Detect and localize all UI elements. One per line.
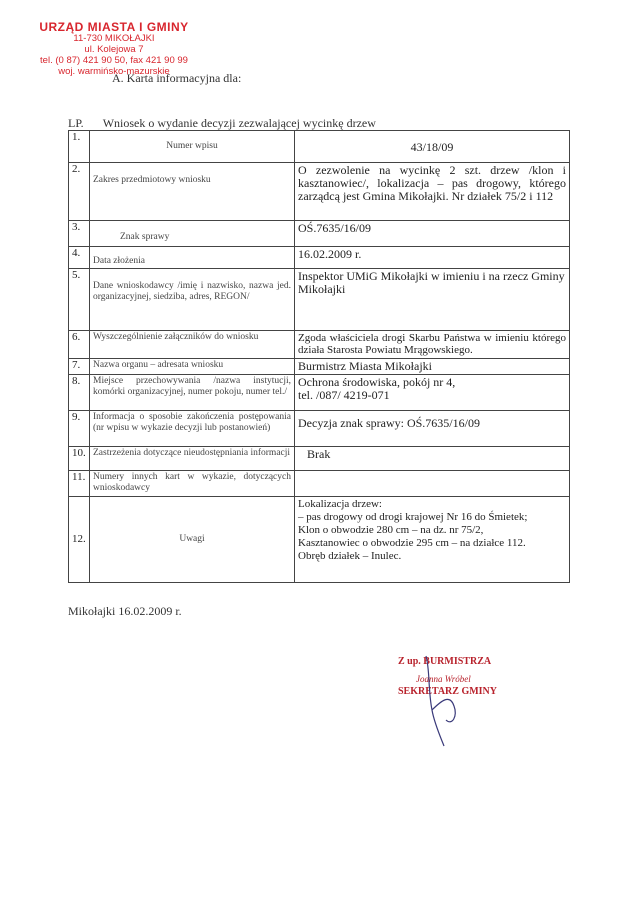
value-line: – pas drogowy od drogi krajowej Nr 16 do Śmietek; (298, 511, 528, 523)
info-card-table (68, 130, 570, 583)
table-row (69, 163, 570, 221)
office-stamp (14, 22, 214, 77)
value-line: Klon o obwodzie 280 cm – na dz. nr 75/2, (298, 524, 484, 536)
row-label: Dane wnioskodawcy /imię i nazwisko, nazwa jed. organizacyjnej, siedziba, adres, REGON/ (90, 269, 295, 331)
table-row (69, 375, 570, 411)
lp-column-header: LP. (68, 116, 84, 130)
handwritten-signature-icon (388, 650, 528, 750)
row-number: 7. (69, 359, 90, 375)
row-value: 16.02.2009 r. (295, 247, 570, 269)
stamp-office-name: URZĄD MIASTA I GMINY (39, 20, 189, 34)
value-line: Ochrona środowiska, pokój nr 4, (298, 375, 456, 389)
value-line: Lokalizacja drzew: (298, 498, 382, 510)
row-label: Data złożenia (90, 247, 295, 269)
row-number: 5. (69, 269, 90, 331)
table-row (69, 411, 570, 447)
row-number: 8. (69, 375, 90, 411)
row-number: 1. (69, 131, 90, 163)
row-value-multiline (295, 375, 570, 411)
table-row (69, 471, 570, 497)
row-label: Zakres przedmiotowy wniosku (90, 163, 295, 221)
signature-line-title: SEKRETARZ GMINY (398, 686, 497, 697)
row-value: O zezwolenie na wycinkę 2 szt. drzew /klon i kasztanowiec/, lokalizacja – pas drogowy, którego zarządcą jest Gmina Mikołajki. Nr działek 75/2 i 112 (295, 163, 570, 221)
table-row (69, 247, 570, 269)
row-number: 6. (69, 331, 90, 359)
value-line: tel. /087/ 4219-071 (298, 388, 390, 402)
signature-name-stamp: Joanna Wróbel (416, 674, 471, 684)
row-value: Brak (295, 447, 570, 471)
card-title: A. Karta informacyjna dla: (112, 71, 242, 85)
row-label: Zastrzeżenia dotyczące nieudostępniania informacji (90, 447, 295, 471)
row-number: 11. (69, 471, 90, 497)
form-title: Wniosek o wydanie decyzji zezwalającej wycinkę drzew (102, 116, 376, 130)
row-number: 10. (69, 447, 90, 471)
row-value: Burmistrz Miasta Mikołajki (295, 359, 570, 375)
row-value (295, 471, 570, 497)
table-row (69, 331, 570, 359)
row-label: Nazwa organu – adresata wniosku (90, 359, 295, 375)
signature-line-authority: Z up. BURMISTRZA (398, 656, 492, 667)
value-line: Kasztanowiec o obwodzie 295 cm – na działce 112. (298, 537, 526, 549)
row-label: Uwagi (90, 497, 295, 583)
value-line: Obręb działek – Inulec. (298, 550, 402, 562)
stamp-street: ul. Kolejowa 7 (84, 44, 144, 55)
table-row (69, 269, 570, 331)
table-row (69, 131, 570, 163)
table-row (69, 447, 570, 471)
row-value: Inspektor UMiG Mikołajki w imieniu i na rzecz Gminy Mikołajki (295, 269, 570, 331)
row-label: Informacja o sposobie zakończenia postępowania (nr wpisu w wykazie decyzji lub postanowień) (90, 411, 295, 447)
stamp-phone: tel. (0 87) 421 90 50, fax 421 90 99 (40, 55, 188, 66)
table-row (69, 221, 570, 247)
place-and-date: Mikołajki 16.02.2009 r. (68, 604, 182, 618)
row-number: 3. (69, 221, 90, 247)
row-label: Numer wpisu (90, 131, 295, 163)
row-label: Numery innych kart w wykazie, dotyczących wnioskodawcy (90, 471, 295, 497)
stamp-postal: 11-730 MIKOŁAJKI (73, 33, 155, 44)
row-number: 4. (69, 247, 90, 269)
row-number: 2. (69, 163, 90, 221)
row-number: 12. (69, 497, 90, 583)
row-number: 9. (69, 411, 90, 447)
table-row (69, 359, 570, 375)
row-label: Miejsce przechowywania /nazwa instytucji, komórki organizacyjnej, numer pokoju, numer tel./ (90, 375, 295, 411)
row-value: Zgoda właściciela drogi Skarbu Państwa w imieniu którego działa Starosta Powiatu Mrągowskiego. (295, 331, 570, 359)
row-value-multiline (295, 497, 570, 583)
table-row (69, 497, 570, 583)
stamp-region: woj. warmińsko-mazurskie (58, 66, 170, 77)
signature-block (388, 650, 528, 750)
row-value: 43/18/09 (295, 131, 570, 163)
row-value: OŚ.7635/16/09 (295, 221, 570, 247)
row-value: Decyzja znak sprawy: OŚ.7635/16/09 (295, 411, 570, 447)
row-label: Wyszczególnienie załączników do wniosku (90, 331, 295, 359)
row-label: Znak sprawy (90, 221, 295, 247)
form-header (68, 116, 376, 131)
